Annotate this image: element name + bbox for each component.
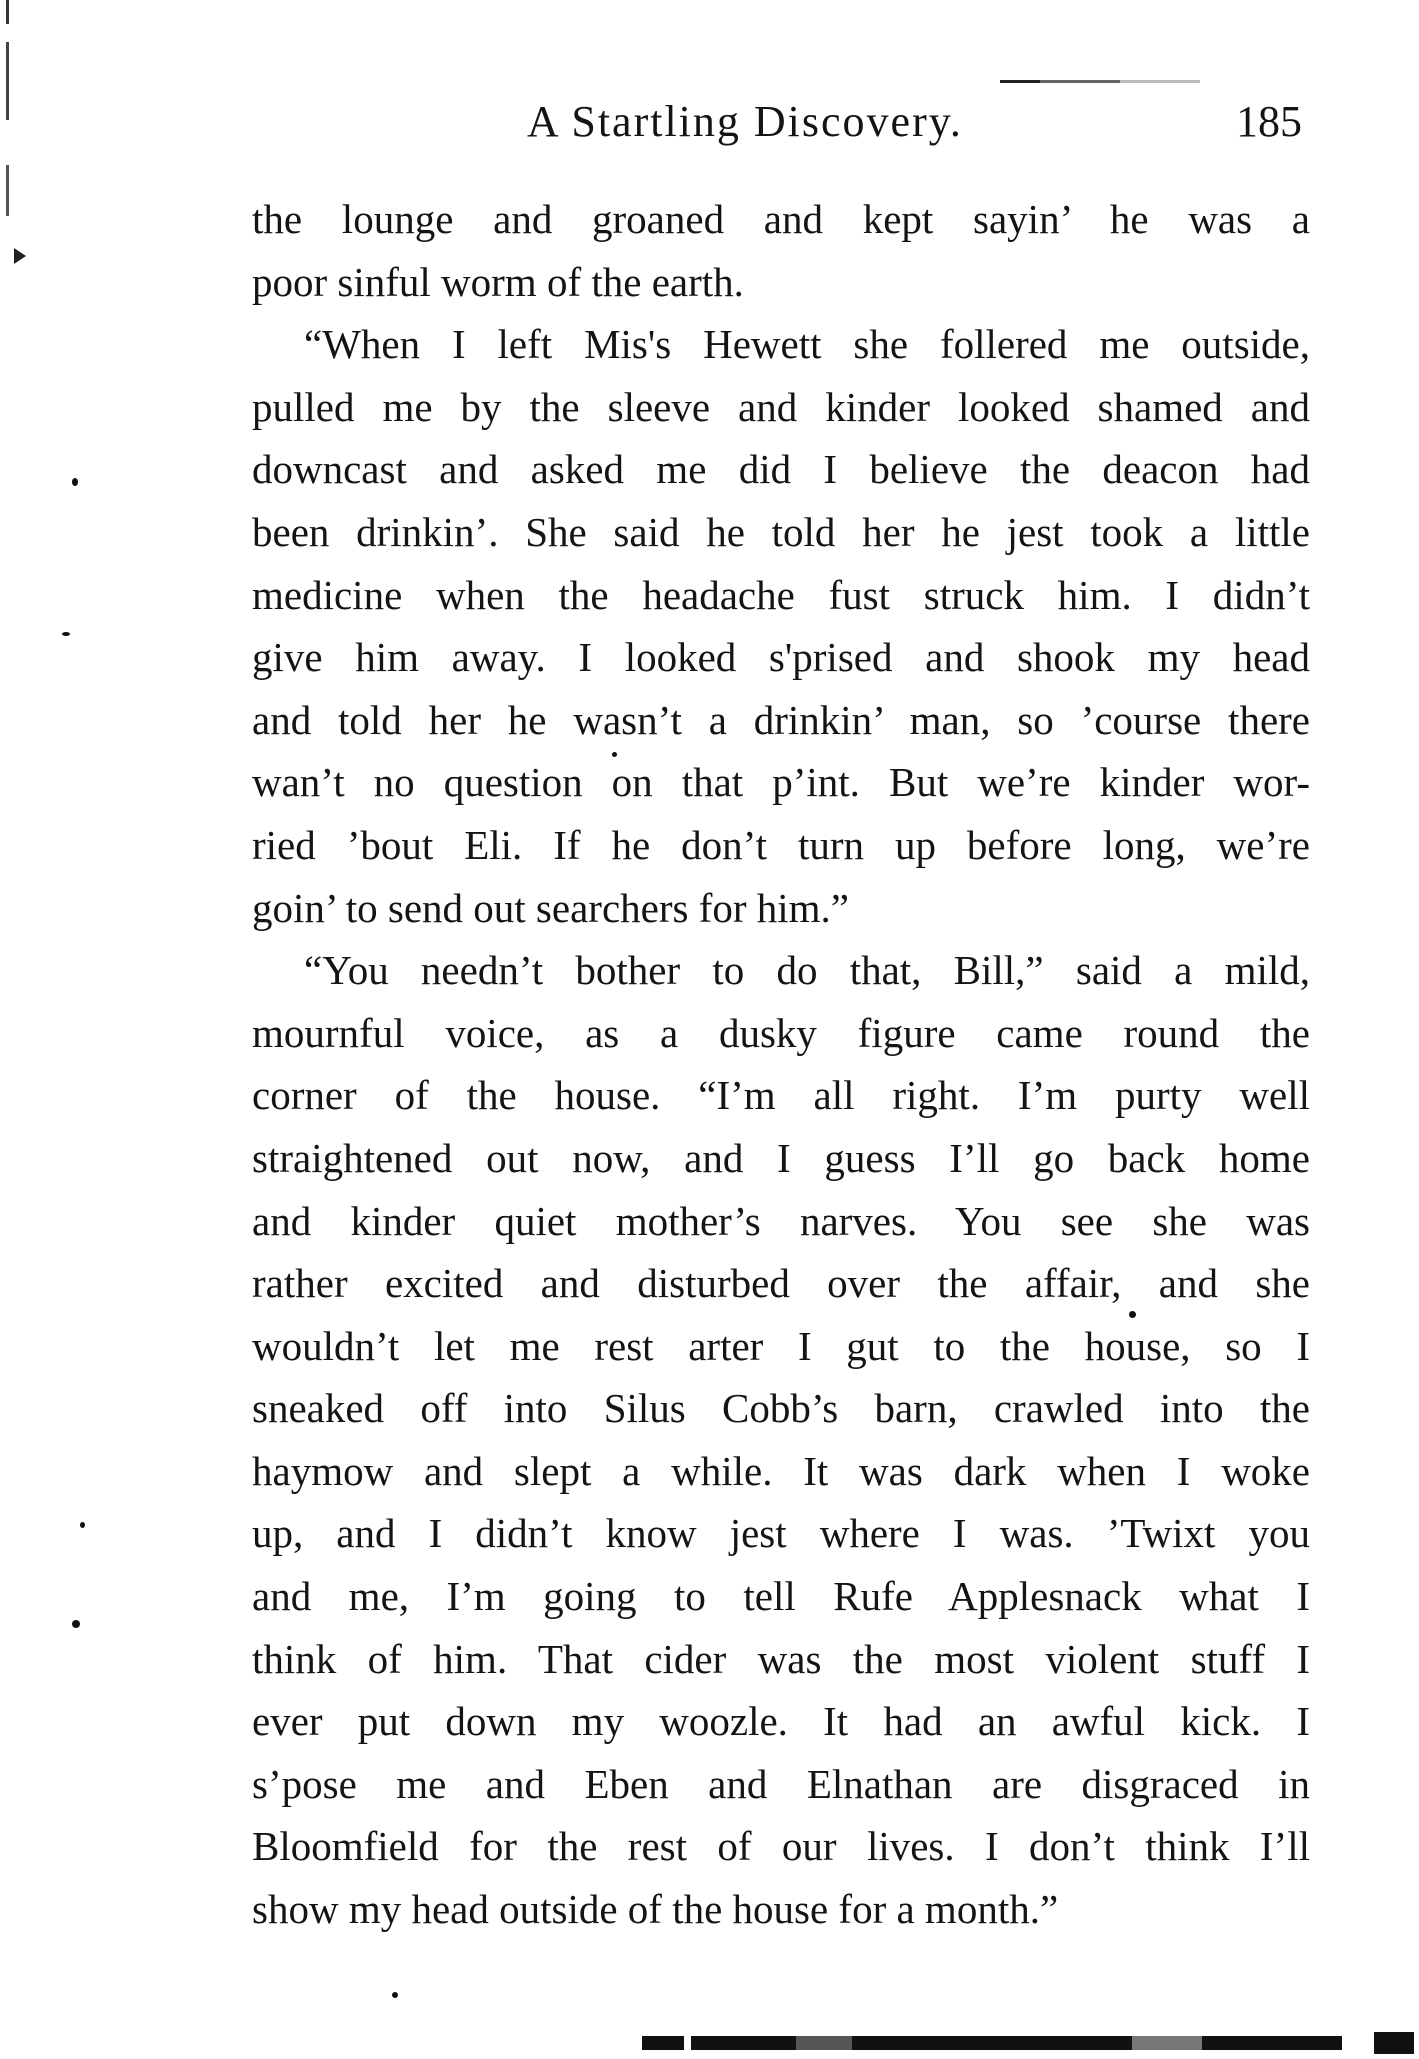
body-text (252, 188, 1310, 1941)
text-line: goin’ to send out searchers for him.” (252, 884, 849, 931)
binding-edge-marks (6, 0, 9, 300)
text-line: poor sinful worm of the earth. (252, 258, 744, 305)
text-line: Bloomfield for the rest of our lives. I don’t think I’ll (252, 1823, 1310, 1870)
text-line: and told her he wasn’t a drinkin’ man, so ’course there (252, 696, 1310, 743)
text-line: rather excited and disturbed over the affair, and she (252, 1260, 1310, 1307)
text-line: haymow and slept a while. It was dark when I woke (252, 1447, 1310, 1494)
text-line: mournful voice, as a dusky figure came round the (252, 1009, 1310, 1056)
binding-edge-notch (14, 248, 26, 264)
text-line: pulled me by the sleeve and kinder looked shamed and (252, 383, 1310, 430)
bottom-scan-corner (1374, 2032, 1414, 2054)
text-line: and kinder quiet mother’s narves. You see she was (252, 1197, 1310, 1244)
text-line: s’pose me and Eben and Elnathan are disgraced in (252, 1760, 1310, 1807)
text-line: and me, I’m going to tell Rufe Applesnack what I (252, 1573, 1310, 1620)
text-line: ried ’bout Eli. If he don’t turn up before long, we’re (252, 821, 1310, 868)
text-line: think of him. That cider was the most violent stuff I (252, 1635, 1310, 1682)
text-line: the lounge and groaned and kept sayin’ he was a (252, 196, 1310, 242)
text-line: medicine when the headache fust struck him. I didn’t (252, 571, 1310, 618)
text-line: wan’t no question on that p’int. But we’re kinder wor- (252, 759, 1310, 806)
text-line: give him away. I looked s'prised and shook my head (252, 634, 1310, 681)
text-line: sneaked off into Silus Cobb’s barn, crawled into the (252, 1385, 1310, 1432)
text-line: downcast and asked me did I believe the deacon had (252, 446, 1310, 493)
text-line: corner of the house. “I’m all right. I’m purty well (252, 1072, 1310, 1119)
text-line: show my head outside of the house for a month.” (252, 1886, 1059, 1933)
text-line: “When I left Mis's Hewett she follered me outside, (304, 321, 1310, 368)
text-line: straightened out now, and I guess I’ll go back home (252, 1134, 1310, 1181)
text-line: ever put down my woozle. It had an awful kick. I (252, 1698, 1310, 1745)
page-number: 185 (1236, 97, 1302, 146)
bottom-scan-bar (642, 2036, 1342, 2050)
text-line: up, and I didn’t know jest where I was. ’Twixt you (252, 1510, 1310, 1557)
text-line: wouldn’t let me rest arter I gut to the house, so I (252, 1322, 1310, 1369)
text-line: been drinkin’. She said he told her he jest took a little (252, 508, 1310, 555)
running-head: A Startling Discovery. (527, 97, 963, 146)
text-line: “You needn’t bother to do that, Bill,” said a mild, (304, 947, 1310, 994)
header-rule (1000, 80, 1200, 83)
